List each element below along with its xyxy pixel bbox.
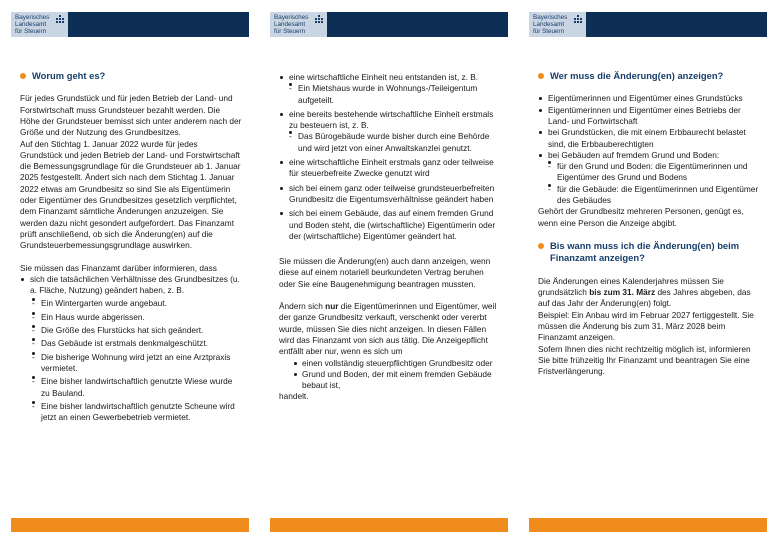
logo-line-1: Bayerisches bbox=[533, 14, 568, 21]
logo-line-1: Bayerisches bbox=[15, 14, 50, 21]
lozenge-icon bbox=[55, 15, 65, 23]
logo-line-2: Landesamt bbox=[274, 21, 306, 28]
dash-list bbox=[20, 298, 242, 423]
header-bar bbox=[11, 12, 249, 37]
logo-line-1: Bayerisches bbox=[274, 14, 309, 21]
paragraph: Gehört der Grundbesitz mehreren Personen, genügt es, wenn eine Person die Anzeige abgibt. bbox=[538, 206, 744, 228]
list-item: - Die bisherige Wohnung wird jetzt an eine Arztpraxis vermietet. bbox=[32, 351, 231, 373]
bullet-dot-icon bbox=[539, 109, 542, 112]
bullet-dot-icon bbox=[294, 362, 297, 365]
list-item: eine bereits bestehende wirtschaftliche Einheit erstmals zu besteuern ist, z. B. - Das Bürogebäude wurde bisher durch eine Behörde und wird jetzt von einer Anwaltskanzlei genutzt. bbox=[279, 109, 501, 154]
list-item: bei Gebäuden auf fremdem Grund und Boden: - für den Grund und Boden: die Eigentümerinnen und Eigentümer des Grund und Bodens - für die Gebäude: die Eigentümerinnen und Eigentümer des Gebäudes bbox=[538, 150, 760, 206]
bullet-dot-icon bbox=[280, 187, 283, 190]
orange-bullet-icon bbox=[20, 73, 26, 79]
list-item: - Das Bürogebäude wurde bisher durch eine Behörde und wird jetzt von einer Anwaltskanzlei genutzt. bbox=[289, 131, 490, 153]
list-item: einen vollständig steuerpflichtigen Grundbesitz oder bbox=[292, 358, 501, 369]
list-item: sich die tatsächlichen Verhältnisse des Grundbesitzes (u. a. Fläche, Nutzung) geändert haben, z. B. - Ein Wintergarten wurde angebaut. - Ein Haus wurde abgerissen. - Die Größe des Flurstücks hat sich geändert. - Das Gebäude ist erstmals denkmalgeschützt. - Die bisherige Wohnung wird jetzt an eine Arztpraxis vermietet. - Eine bisher landwirtschaftlich genutzte Wiese wurde zu Bauland. - Eine bisher landwirtschaftlich genutzte Scheune wird jetzt an einen Gewerbebetrieb vermietet. bbox=[20, 274, 242, 424]
list-item: - für den Grund und Boden: die Eigentümerinnen und Eigentümer des Grund und Bodens bbox=[548, 161, 748, 183]
panel-1 bbox=[11, 0, 249, 545]
list-item: sich bei einem ganz oder teilweise grundsteuerbefreiten Grundbesitz die Eigentumsverhältnisse geändert haben bbox=[279, 183, 501, 206]
paragraph: Auf den Stichtag 1. Januar 2022 wurde für jedes Grundstück und jeden Betrieb der Land- und Forstwirtschaft die Bemessungsgrundlage für die Grundsteuer ab 1. Januar 2025 festgestellt. Ändert sich nach dem Stichtag 1. Januar 2022 etwas am Grundbesitz so sind Sie als Eigentümerin oder Eigentümer des Grundbesitzes gesetzlich verpflichtet, dem Finanzamt sämtliche Änderungen anzuzeigen. Sie werden dazu nicht gesondert aufgefordert. Das Finanzamt prüft anschließend, ob sich die Änderung(en) auf die Grundsteuerbemessungsgrundlage auswirken. bbox=[20, 138, 241, 251]
paragraph: Für jedes Grundstück und für jeden Betrieb der Land- und Forstwirtschaft muss Grundsteuer bezahlt werden. Die Höhe der Grundsteuer bemisst sich unter anderem nach der Größe und der Nutzung des Grundbesitzes. bbox=[20, 93, 242, 138]
list-item: - Ein Mietshaus wurde in Wohnungs-/Teileigentum aufgeteilt. bbox=[289, 83, 478, 105]
list-item: bei Grundstücken, die mit einem Erbbaurecht belastet sind, die Erbbauberechtigten bbox=[538, 127, 760, 150]
section-heading: Worum geht es? bbox=[20, 70, 242, 82]
list-item: sich bei einem Gebäude, das auf einem fremden Grund und Boden steht, die (wirtschaftliche) Eigentümerin oder der (wirtschaftliche) Eigentümer geändert hat. bbox=[279, 208, 501, 242]
list-item: Grund und Boden, der mit einem fremden Gebäude bebaut ist, bbox=[292, 369, 501, 392]
section-heading: Wer muss die Änderung(en) anzeigen? bbox=[538, 70, 760, 82]
list-item: - Eine bisher landwirtschaftlich genutzte Scheune wird jetzt an einen Gewerbebetrieb vermietet. bbox=[32, 400, 235, 423]
bullet-list bbox=[279, 358, 501, 392]
list-item: - Ein Haus wurde abgerissen. bbox=[32, 311, 145, 322]
list-item: Eigentümerinnen und Eigentümer eines Betriebs der Land- und Fortwirtschaft bbox=[538, 105, 760, 128]
list-item: - Die Größe des Flurstücks hat sich geändert. bbox=[32, 325, 204, 336]
logo-line-3: für Steuern bbox=[533, 28, 565, 35]
column-3-content bbox=[538, 70, 760, 377]
footer-bar bbox=[270, 518, 508, 532]
header-bar bbox=[529, 12, 767, 37]
bullet-dot-icon bbox=[539, 154, 542, 157]
orange-bullet-icon bbox=[538, 243, 544, 249]
logo-line-3: für Steuern bbox=[274, 28, 306, 35]
paragraph: Die Änderungen eines Kalenderjahres müssen Sie grundsätzlich bis zum 31. März des Jahres abgeben, das auf das Jahr der Änderung(en) folgt. bbox=[538, 275, 751, 309]
bullet-dot-icon bbox=[280, 212, 283, 215]
column-1-content bbox=[20, 70, 242, 425]
paragraph: handelt. bbox=[279, 391, 309, 402]
bullet-dot-icon bbox=[294, 373, 297, 376]
bullet-list bbox=[538, 93, 760, 206]
column-2-content bbox=[279, 72, 501, 403]
list-item: - Ein Wintergarten wurde angebaut. bbox=[32, 298, 167, 309]
logo-line-3: für Steuern bbox=[15, 28, 47, 35]
bullet-dot-icon bbox=[280, 76, 283, 79]
paragraph: Ändern sich nur die Eigentümerinnen und Eigentümer, weil der ganze Grundbesitz verkauft, verschenkt oder vererbt wurde, müssen Sie dies nicht anzeigen. In diesen Fällen wird das Finanzamt von sich aus tätig. Die Anzeigepflicht entfällt aber nur, wenn es sich um bbox=[279, 301, 497, 357]
logo-line-2: Landesamt bbox=[533, 21, 565, 28]
footer-bar bbox=[11, 518, 249, 532]
footer-bar bbox=[529, 518, 767, 532]
lozenge-icon bbox=[573, 15, 583, 23]
bullet-dot-icon bbox=[539, 97, 542, 100]
paragraph: Sie müssen die Änderung(en) auch dann anzeigen, wenn diese auf einem notariell beurkundeten Vertrag beruhen oder Sie eine Baugenehmigung beantragen mussten. bbox=[279, 256, 491, 289]
bullet-dot-icon bbox=[280, 113, 283, 116]
list-item: - für die Gebäude: die Eigentümerinnen und Eigentümer des Gebäudes bbox=[548, 183, 759, 206]
bullet-list bbox=[20, 274, 242, 424]
agency-logo bbox=[11, 12, 68, 37]
section-heading: Bis wann muss ich die Änderung(en) beim Finanzamt anzeigen? bbox=[538, 240, 760, 265]
list-item: - Das Gebäude ist erstmals denkmalgeschützt. bbox=[32, 338, 208, 349]
list-item: eine wirtschaftliche Einheit erstmals ganz oder teilweise für steuerbefreite Zwecke genutzt wird bbox=[279, 157, 501, 180]
paragraph: Beispiel: Ein Anbau wird im Februar 2027 fertiggestellt. Sie müssen die Änderung bis zum 31. März 2028 beim Finanzamt anzeigen. bbox=[538, 309, 754, 343]
list-item: - Eine bisher landwirtschaftlich genutzte Wiese wurde zu Bauland. bbox=[32, 376, 233, 398]
bullet-dot-icon bbox=[280, 161, 283, 164]
list-item: Eigentümerinnen und Eigentümer eines Grundstücks bbox=[538, 93, 760, 104]
agency-logo bbox=[270, 12, 327, 37]
agency-logo bbox=[529, 12, 586, 37]
logo-line-2: Landesamt bbox=[15, 21, 47, 28]
bullet-dot-icon bbox=[539, 131, 542, 134]
bullet-dot-icon bbox=[21, 278, 24, 281]
lozenge-icon bbox=[314, 15, 324, 23]
orange-bullet-icon bbox=[538, 73, 544, 79]
list-item: eine wirtschaftliche Einheit neu entstanden ist, z. B. - Ein Mietshaus wurde in Wohnungs-/Teileigentum aufgeteilt. bbox=[279, 72, 501, 106]
panel-2 bbox=[270, 0, 508, 545]
header-bar bbox=[270, 12, 508, 37]
bullet-list bbox=[279, 72, 501, 242]
paragraph: Sofern Ihnen dies nicht rechtzeitig möglich ist, informieren Sie bitte frühzeitig Ihr Finanzamt und beantragen Sie eine Fristverlängerung. bbox=[538, 343, 751, 377]
panel-3 bbox=[529, 0, 767, 545]
paragraph: Sie müssen das Finanzamt darüber informieren, dass bbox=[20, 262, 217, 273]
